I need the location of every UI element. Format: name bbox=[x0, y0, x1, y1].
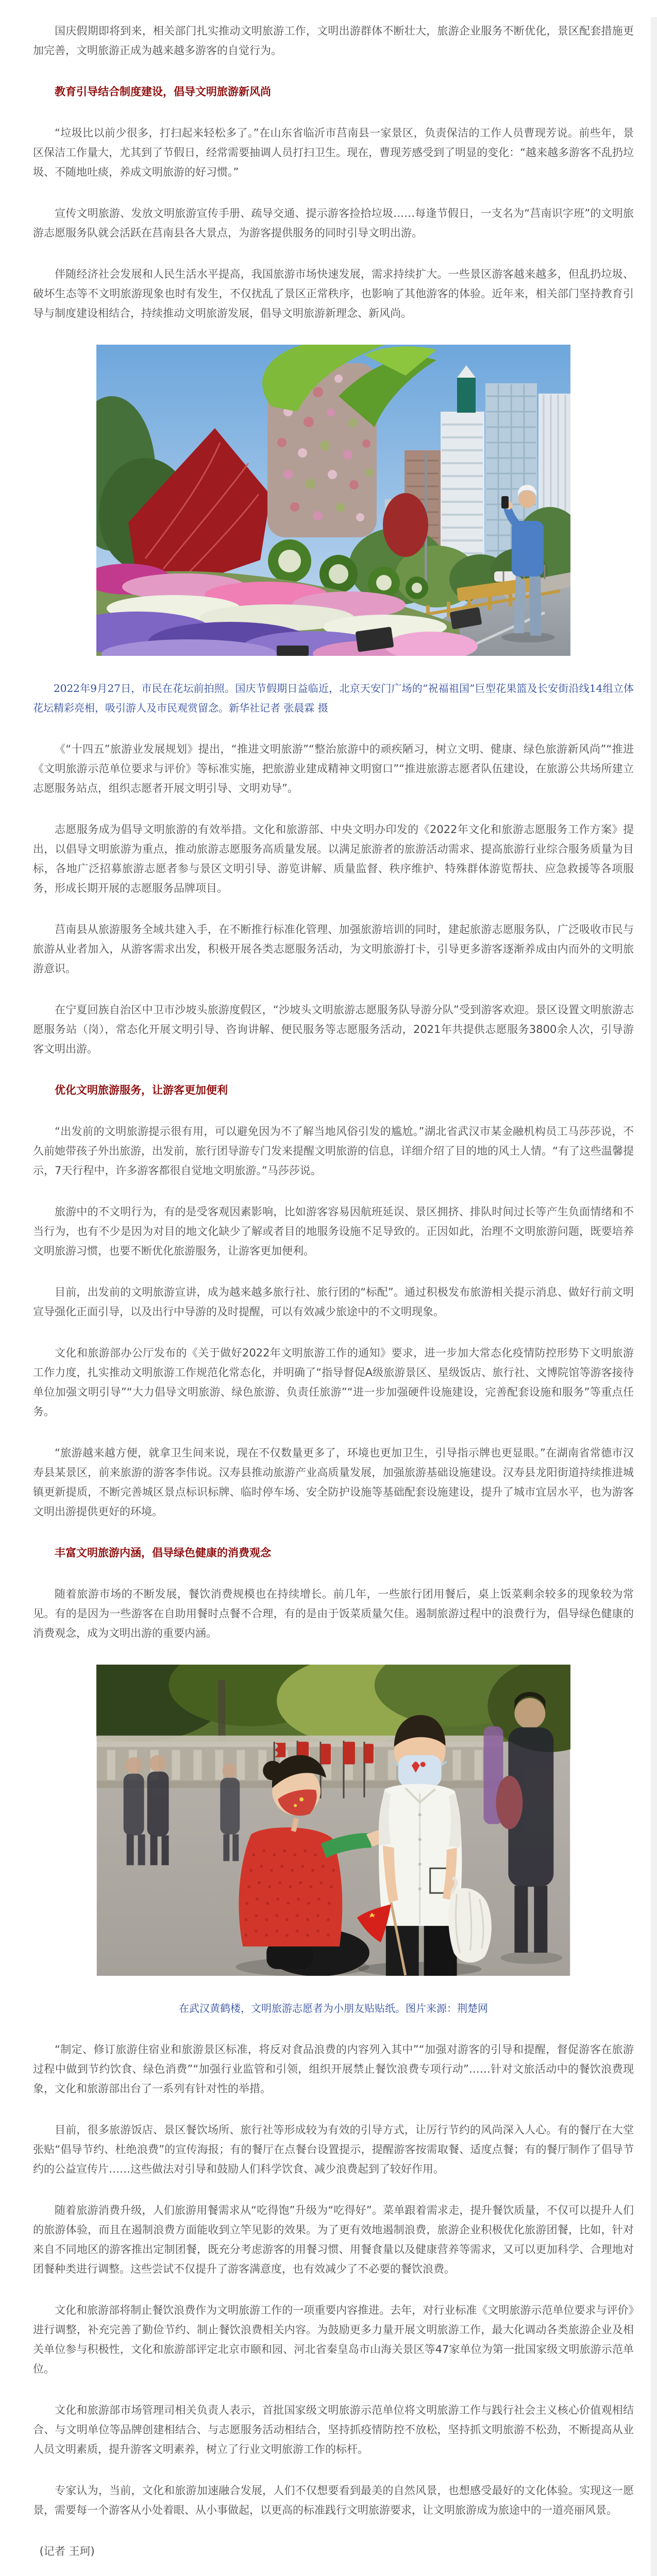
paragraph: 专家认为，当前，文化和旅游加速融合发展，人们不仅想要看到最美的自然风景，也想感受最好的文化体验。实现这一愿景，需要每一个游客从小处着眼、从小事做起，以更高的标准践行文明旅游要求，让文明旅游成为旅途中的一道亮丽风景。 bbox=[33, 2484, 634, 2516]
text-group-3 bbox=[33, 2040, 634, 2561]
paragraph: 《“十四五”旅游业发展规划》提出，“推进文明旅游”“整治旅游中的顽疾陋习，树立文明、健康、绿色旅游新风尚”“推进《文明旅游示范单位要求与评价》等标准实施，把旅游业建成精神文明窗口”“推进旅游志愿者队伍建设，在旅游公共场所建立志愿服务站点，组织志愿者开展文明引导、文明劝导”。 bbox=[33, 743, 634, 794]
paragraph: 文化和旅游部将制止餐饮浪费作为文明旅游工作的一项重要内容推进。去年，对行业标准《文明旅游示范单位要求与评价》进行调整，补充完善了勤俭节约、制止餐饮浪费相关内容。为鼓励更多力量开展文明旅游工作，最大化调动各类旅游企业及相关单位参与积极性，文化和旅游部评定北京市颐和园、河北省秦皇岛市山海关景区等47家单位为第一批国家级文明旅游示范单位。 bbox=[33, 2304, 634, 2375]
text-group-2 bbox=[33, 739, 634, 1643]
paragraph: 旅游中的不文明行为，有的是受客观因素影响，比如游客容易因航班延误、景区拥挤、排队时间过长等产生负面情绪和不当行为，也有不少是因为对目的地文化缺少了解或者目的地服务设施不足导致的。正因如此，治理不文明旅游问题，既要培养文明旅游习惯，也要不断优化旅游服务，让游客更加便利。 bbox=[33, 1206, 634, 1257]
paragraph: “制定、修订旅游住宿业和旅游景区标准，将反对食品浪费的内容列入其中”“加强对游客的引导和提醒，督促游客在旅游过程中做到节约饮食、绿色消费”“加强行业监管和引领，组织开展禁止餐饮浪费专项行动”……针对文旅活动中的餐饮浪费现象，文化和旅游部出台了一系列有针对性的举措。 bbox=[33, 2043, 634, 2095]
article-content bbox=[33, 0, 634, 2561]
paragraph: 志愿服务成为倡导文明旅游的有效举措。文化和旅游部、中央文明办印发的《2022年文化和旅游志愿服务工作方案》提出，以倡导文明旅游为重点，推动旅游志愿服务高质量发展。以满足旅游者的旅游活动需求、提高旅游行业综合服务质量为目标，各地广泛招募旅游志愿者参与景区文明引导、游览讲解、质量监督、秩序维护、特殊群体游览帮扶、应急救援等各项服务，形成长期开展的志愿服务品牌项目。 bbox=[33, 823, 634, 894]
paragraph: “旅游越来越方便，就拿卫生间来说，现在不仅数量更多了，环境也更加卫生，引导指示牌也更显眼。”在湖南省常德市汉寿县某景区，前来旅游的游客李伟说。汉寿县推动旅游产业高质量发展，加强旅游基础设施建设。汉寿县龙阳街道持续推进城镇更新提质，不断完善城区景点标识标牌、临时停车场、安全防护设施等基础配套设施建设，提升了城市宜居水平，也为游客文明出游提供更好的环境。 bbox=[33, 1447, 634, 1518]
section-heading: 优化文明旅游服务，让游客更加便利 bbox=[55, 1084, 228, 1096]
paragraph: 目前，出发前的文明旅游宣讲，成为越来越多旅行社、旅行团的“标配”。通过积极发布旅游相关提示消息、做好行前文明宣导强化正面引导，以及出行中导游的及时提醒，可以有效减少旅途中的不文明现象。 bbox=[33, 1286, 634, 1318]
paragraph: 在宁夏回族自治区中卫市沙坡头旅游度假区，“沙坡头文明旅游志愿服务队导游分队”受到游客欢迎。景区设置文明旅游志愿服务站（岗），常态化开展文明引导、咨询讲解、便民服务等志愿服务活动，2021年共提供志愿服务3800余人次，引导游客文明出游。 bbox=[33, 1004, 634, 1055]
paragraph: 随着旅游市场的不断发展，餐饮消费规模也在持续增长。前几年，一些旅行团用餐后，桌上饭菜剩余较多的现象较为常见。有的是因为一些游客在自助用餐时点餐不合理，有的是由于饭菜质量欠佳。遏制旅游过程中的浪费行为，倡导绿色健康的消费观念，成为文明出游的重要内涵。 bbox=[33, 1588, 634, 1639]
scrollbar-track[interactable] bbox=[651, 17, 657, 2576]
paragraph: 莒南县从旅游服务全域共建入手，在不断推行标准化管理、加强旅游培训的同时，建起旅游志愿服务队，广泛吸收市民与旅游从业者加入，从游客需求出发，积极开展各类志愿服务活动，为文明旅游打卡，引导更多游客逐渐养成由内而外的文明旅游意识。 bbox=[33, 923, 634, 975]
figure-flower-basket bbox=[33, 345, 634, 718]
paragraph: “垃圾比以前少很多，打扫起来轻松多了。”在山东省临沂市莒南县一家景区，负责保洁的工作人员曹现芳说。前些年，景区保洁工作量大，尤其到了节假日，经常需要抽调人员打扫卫生。现在，曹现芳感受到了明显的变化：“越来越多游客不乱扔垃圾、不随地吐痰，养成文明旅游的好习惯。” bbox=[33, 127, 634, 178]
paragraph: 伴随经济社会发展和人民生活水平提高，我国旅游市场快速发展，需求持续扩大。一些景区游客越来越多，但乱扔垃圾、破坏生态等不文明旅游现象也时有发生，不仅扰乱了景区正常秩序，也影响了其他游客的体验。近年来，相关部门坚持教育引导与制度建设相结合，持续推动文明旅游发展，倡导文明旅游新理念、新风尚。 bbox=[33, 268, 634, 319]
paragraph: 宣传文明旅游、发放文明旅游宣传手册、疏导交通、提示游客捡拾垃圾……每逢节假日，一支名为“莒南识字班”的文明旅游志愿服务队就会活跃在莒南县各大景点，为游客提供服务的同时引导文明出游。 bbox=[33, 207, 634, 239]
section-heading: 教育引导结合制度建设，倡导文明旅游新风尚 bbox=[55, 86, 271, 98]
paragraph: 国庆假期即将到来，相关部门扎实推动文明旅游工作，文明出游群体不断壮大，旅游企业服务不断优化，景区配套措施更加完善，文明旅游正成为越来越多游客的自觉行为。 bbox=[33, 25, 634, 57]
paragraph: 文化和旅游部办公厅发布的《关于做好2022年文明旅游工作的通知》要求，进一步加大常态化疫情防控形势下文明旅游工作力度，扎实推动文明旅游工作规范化常态化，并明确了“指导督促A级旅游景区、星级饭店、旅行社、文博院馆等游客接待单位加强文明引导”“大力倡导文明旅游、绿色旅游、负责任旅游”“进一步加强硬件设施建设，完善配套设施和服务”等重点任务。 bbox=[33, 1347, 634, 1418]
paragraph: 文化和旅游部市场管理司相关负责人表示，首批国家级文明旅游示范单位将文明旅游工作与践行社会主义核心价值观相结合、与文明单位等品牌创建相结合、与志愿服务活动相结合，坚持抓疫情防控不放松，坚持抓文明旅游不松劲，不断提高从业人员文明素质，提升游客文明素养，树立了行业文明旅游工作的标杆。 bbox=[33, 2404, 634, 2455]
photo-volunteer-sticker bbox=[96, 1665, 570, 1976]
paragraph: 目前，很多旅游饭店、景区餐饮场所、旅行社等形成较为有效的引导方式，让厉行节约的风尚深入人心。有的餐厅在大堂张贴“倡导节约、杜绝浪费”的宣传海报；有的餐厅在点餐台设置提示，提醒游客按需取餐、适度点餐；有的餐厅制作了倡导节约的公益宣传片……这些做法对引导和鼓励人们科学饮食、减少浪费起到了较好作用。 bbox=[33, 2124, 634, 2175]
photo-caption-2: 在武汉黄鹤楼，文明旅游志愿者为小朋友贴贴纸。图片来源：荆楚网 bbox=[179, 2002, 488, 2014]
photo-wrap bbox=[96, 345, 570, 656]
photo-flower-basket bbox=[96, 345, 570, 656]
figure-volunteer-sticker bbox=[33, 1665, 634, 2018]
paragraph: “出发前的文明旅游提示很有用，可以避免因为不了解当地风俗引发的尴尬。”湖北省武汉市某金融机构员工马莎莎说，不久前她带孩子外出旅游，出发前，旅行团导游专门发来提醒文明旅游的信息，详细介绍了目的地的风土人情。“有了这些温馨提示，7天行程中，许多游客都很自觉地文明旅游。”马莎莎说。 bbox=[33, 1125, 634, 1177]
byline: (记者 王珂) bbox=[39, 2545, 95, 2557]
section-heading: 丰富文明旅游内涵，倡导绿色健康的消费观念 bbox=[55, 1547, 271, 1559]
photo-wrap bbox=[96, 1665, 570, 1976]
photo-caption-1: 2022年9月27日，市民在花坛前拍照。国庆节假期日益临近，北京天安门广场的“祝福祖国”巨型花果篮及长安街沿线14组立体花坛精彩亮相，吸引游人及市民观赏留念。新华社记者 张晨霖 摄 bbox=[33, 682, 634, 714]
text-group-1 bbox=[33, 21, 634, 323]
paragraph: 随着旅游消费升级，人们旅游用餐需求从“吃得饱”升级为“吃得好”。菜单跟着需求走，提升餐饮质量，不仅可以提升人们的旅游体验，而且在遏制浪费方面能收到立竿见影的效果。为了更有效地遏制浪费，旅游企业积极优化旅游团餐，比如，针对来自不同地区的游客推出定制团餐，既充分考虑游客的用餐习惯、用餐食量以及健康营养等需求，又可以更加科学、合理地对团餐种类进行调整。这些尝试不仅提升了游客满意度，也有效减少了不必要的餐饮浪费。 bbox=[33, 2204, 634, 2275]
